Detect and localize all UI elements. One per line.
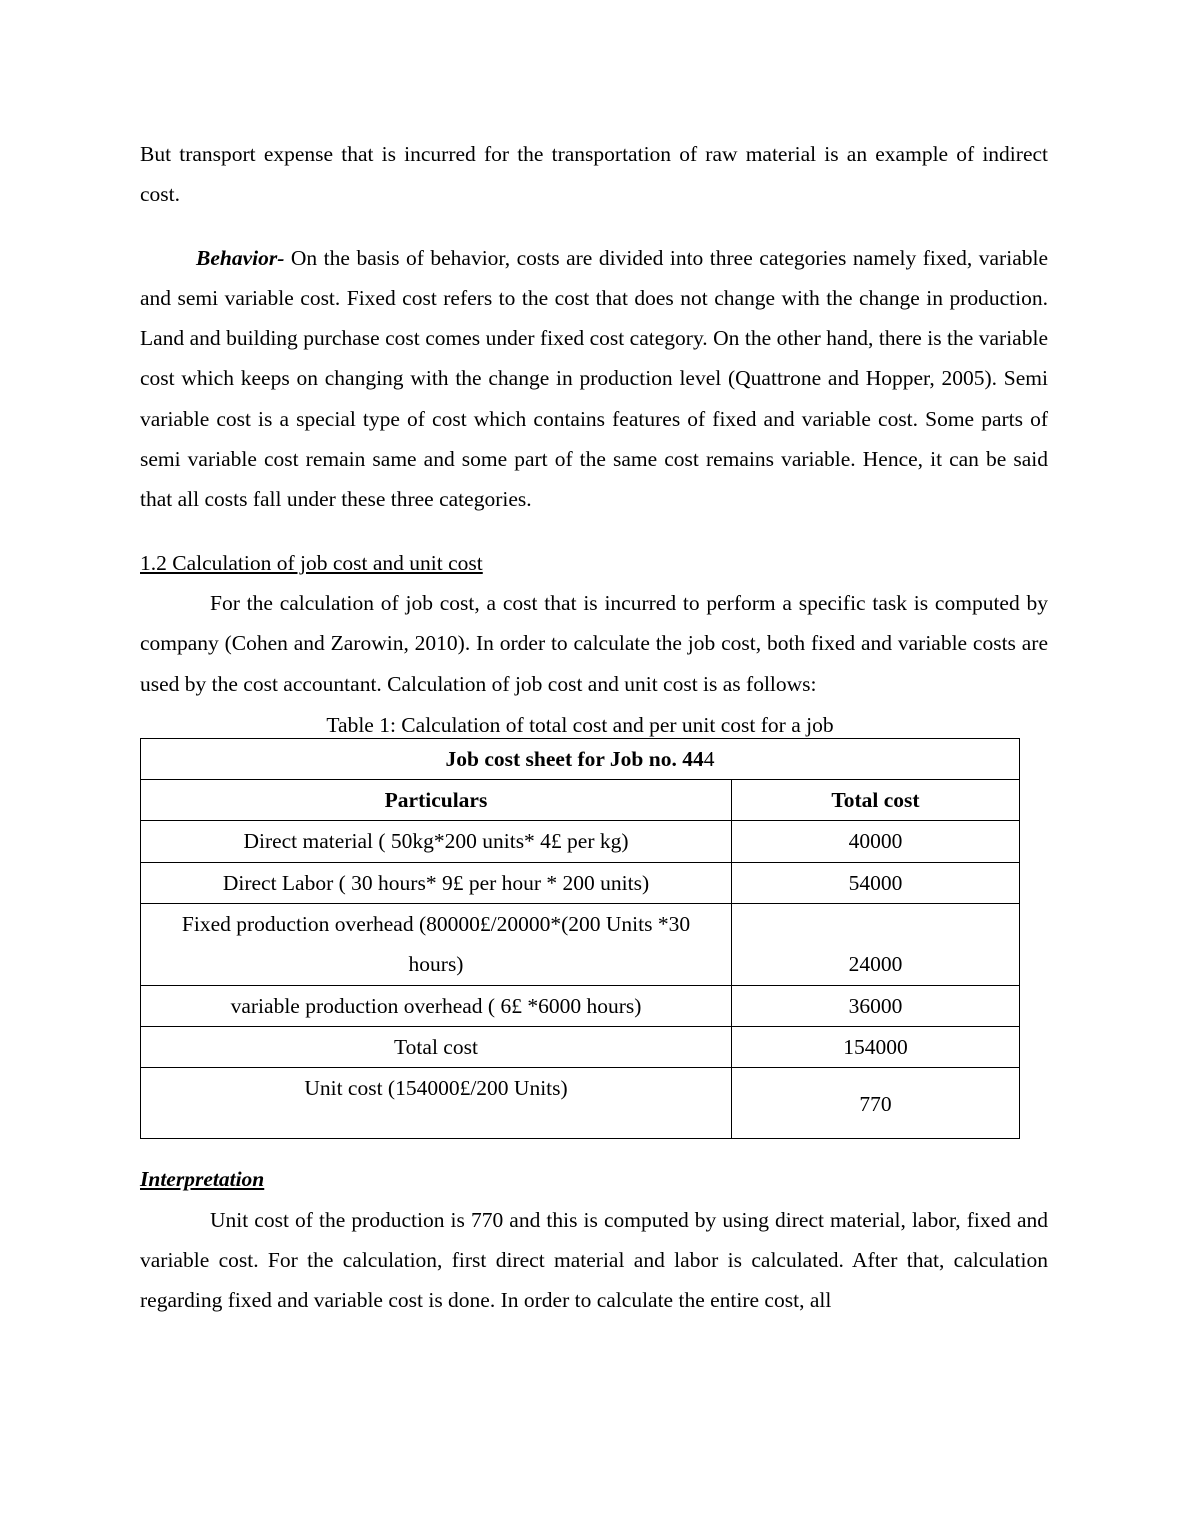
row-particular: Fixed production overhead (80000£/20000*(200 Units *30 hours): [141, 904, 732, 986]
paragraph-behavior: [140, 238, 1048, 520]
paragraph-interpretation: Unit cost of the production is 770 and this is computed by using direct material, labor, fixed and variable cost. For the calculation, first direct material and labor is calculated. After that, calculation regarding fixed and variable cost is done. In order to calculate the entire cost, all: [140, 1207, 1048, 1313]
table-title-row: [141, 738, 1020, 779]
paragraph-indirect-cost: But transport expense that is incurred for the transportation of raw material is an example of indirect cost.: [140, 142, 1048, 207]
paragraph-job-cost: For the calculation of job cost, a cost that is incurred to perform a specific task is computed by company (Cohen and Zarowin, 2010). In order to calculate the job cost, both fixed and variable costs are used by the cost accountant. Calculation of job cost and unit cost is as follows:: [140, 590, 1048, 696]
table-row: [141, 1068, 1020, 1139]
behavior-lead: Behavior-: [196, 245, 285, 270]
row-particular: Direct material ( 50kg*200 units* 4£ per kg): [141, 821, 732, 862]
table-row: [141, 862, 1020, 903]
row-particular: Unit cost (154000£/200 Units): [141, 1068, 732, 1139]
row-total: 40000: [732, 821, 1020, 862]
table-title: [141, 738, 1020, 779]
row-particular: variable production overhead ( 6£ *6000 hours): [141, 985, 732, 1026]
row-total: 770: [732, 1068, 1020, 1139]
interpretation-heading: Interpretation: [140, 1167, 265, 1192]
table-header-row: [141, 780, 1020, 821]
table-title-bold: Job cost sheet for Job no. 44: [445, 746, 704, 771]
row-total: 36000: [732, 985, 1020, 1026]
document-page: [140, 134, 1048, 1320]
row-total: 24000: [732, 904, 1020, 986]
row-particular: Direct Labor ( 30 hours* 9£ per hour * 200 units): [141, 862, 732, 903]
job-cost-table: [140, 738, 1020, 1139]
behavior-text: On the basis of behavior, costs are divided into three categories namely fixed, variable and semi variable cost. Fixed cost refers to the cost that does not change with the change in production. Land and building purchase cost comes under fixed cost category. On the other hand, there is the variable cost which keeps on changing with the change in production level (Quattrone and Hopper, 2005). Semi variable cost is a special type of cost which contains features of fixed and variable cost. Some parts of semi variable cost remain same and some part of the same cost remains variable. Hence, it can be said that all costs fall under these three categories.: [140, 245, 1048, 512]
row-particular: Total cost: [141, 1026, 732, 1067]
table-title-suffix: 4: [703, 746, 715, 771]
header-total-cost: Total cost: [732, 780, 1020, 821]
table-caption: Table 1: Calculation of total cost and per unit cost for a job: [326, 712, 834, 737]
row-total: 154000: [732, 1026, 1020, 1067]
table-row: [141, 985, 1020, 1026]
table-row: [141, 821, 1020, 862]
row-total: 54000: [732, 862, 1020, 903]
header-particulars: Particulars: [141, 780, 732, 821]
table-row: [141, 1026, 1020, 1067]
section-heading: 1.2 Calculation of job cost and unit cost: [140, 550, 483, 575]
table-row: [141, 904, 1020, 986]
